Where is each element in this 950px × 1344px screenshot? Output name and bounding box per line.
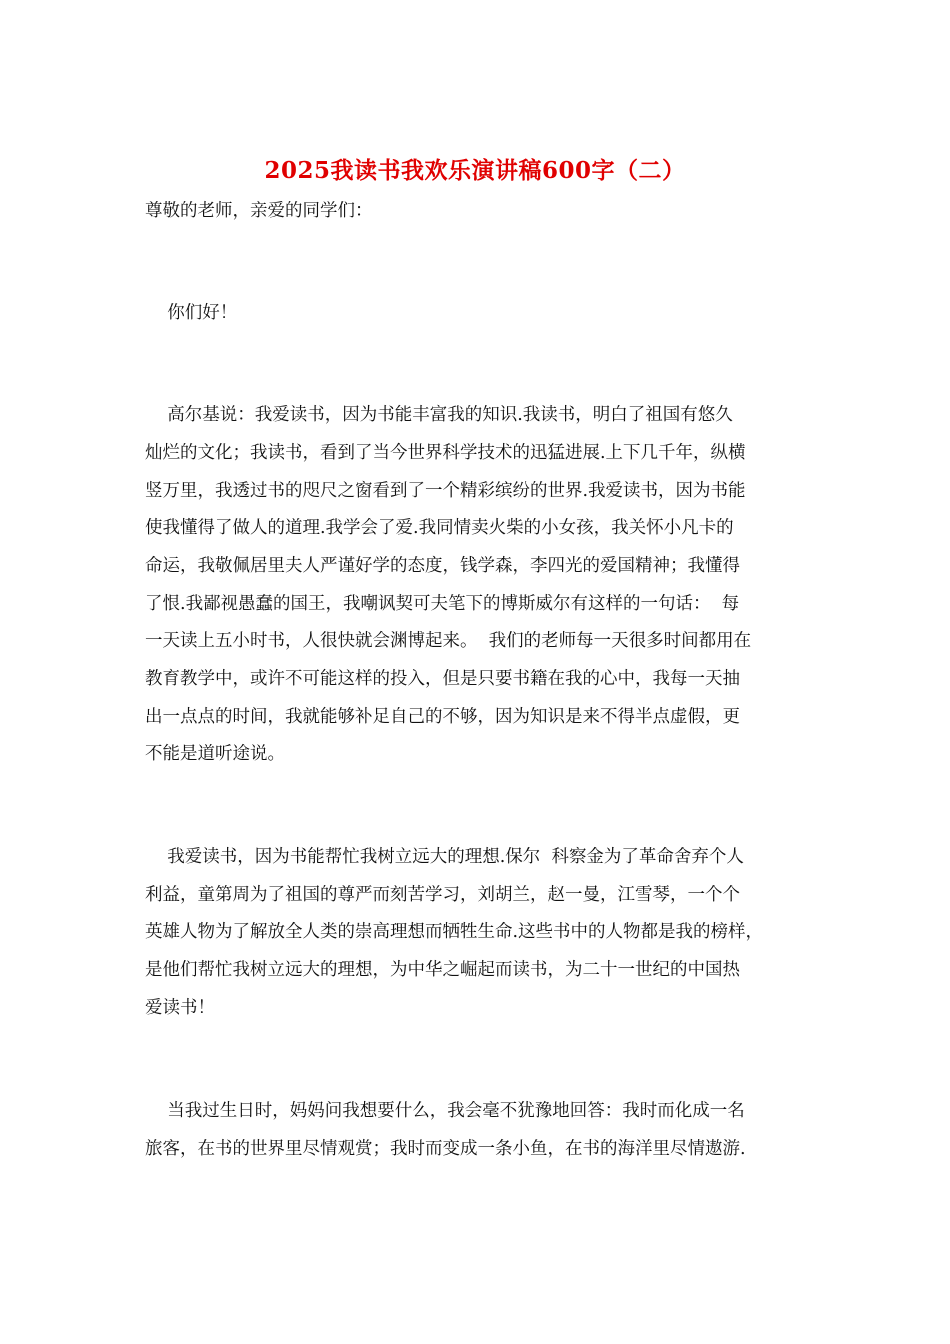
paragraph-line: 我爱读书，因为书能帮忙我树立远大的理想.保尔 科察金为了革命舍弃个人 [145, 847, 744, 867]
paragraph-line: 使我懂得了做人的道理.我学会了爱.我同情卖火柴的小女孩，我关怀小凡卡的 [145, 518, 734, 538]
paragraph-line: 爱读书！ [145, 998, 215, 1018]
document-title: 2025我读书我欢乐演讲稿600字（二） [264, 157, 686, 184]
paragraph-line: 利益，童第周为了祖国的尊严而刻苦学习，刘胡兰，赵一曼，江雪琴，一个个 [145, 885, 740, 905]
paragraph-line: 高尔基说：我爱读书，因为书能丰富我的知识.我读书，明白了祖国有悠久 [145, 405, 733, 425]
paragraph-line: 旅客，在书的世界里尽情观赏；我时而变成一条小鱼，在书的海洋里尽情遨游. [145, 1139, 746, 1159]
paragraph-line: 一天读上五小时书，人很快就会渊博起来。 我们的老师每一天很多时间都用在 [145, 631, 752, 651]
paragraph-line: 当我过生日时，妈妈问我想要什么，我会毫不犹豫地回答：我时而化成一名 [145, 1101, 745, 1121]
paragraph-line: 出一点点的时间，我就能够补足自己的不够，因为知识是来不得半点虚假，更 [145, 707, 740, 727]
paragraph-line: 了恨.我鄙视愚蠢的国王，我嘲讽契可夫笔下的博斯威尔有这样的一句话： 每 [145, 594, 740, 614]
paragraph-line: 教育教学中，或许不可能这样的投入，但是只要书籍在我的心中，我每一天抽 [145, 669, 740, 689]
paragraph-line: 命运，我敬佩居里夫人严谨好学的态度，钱学森，李四光的爱国精神；我懂得 [145, 556, 740, 576]
paragraph-line: 灿烂的文化；我读书，看到了当今世界科学技术的迅猛进展.上下几千年，纵横 [145, 443, 746, 463]
paragraph-line: 是他们帮忙我树立远大的理想，为中华之崛起而读书，为二十一世纪的中国热 [145, 960, 740, 980]
paragraph-line: 英雄人物为了解放全人类的崇高理想而牺牲生命.这些书中的人物都是我的榜样， [145, 922, 764, 942]
greeting-line: 尊敬的老师，亲爱的同学们： [145, 201, 373, 221]
paragraph-line: 竖万里，我透过书的咫尺之窗看到了一个精彩缤纷的世界.我爱读书，因为书能 [145, 481, 746, 501]
paragraph-line: 你们好！ [145, 303, 238, 323]
paragraph-line: 不能是道听途说。 [145, 744, 285, 764]
